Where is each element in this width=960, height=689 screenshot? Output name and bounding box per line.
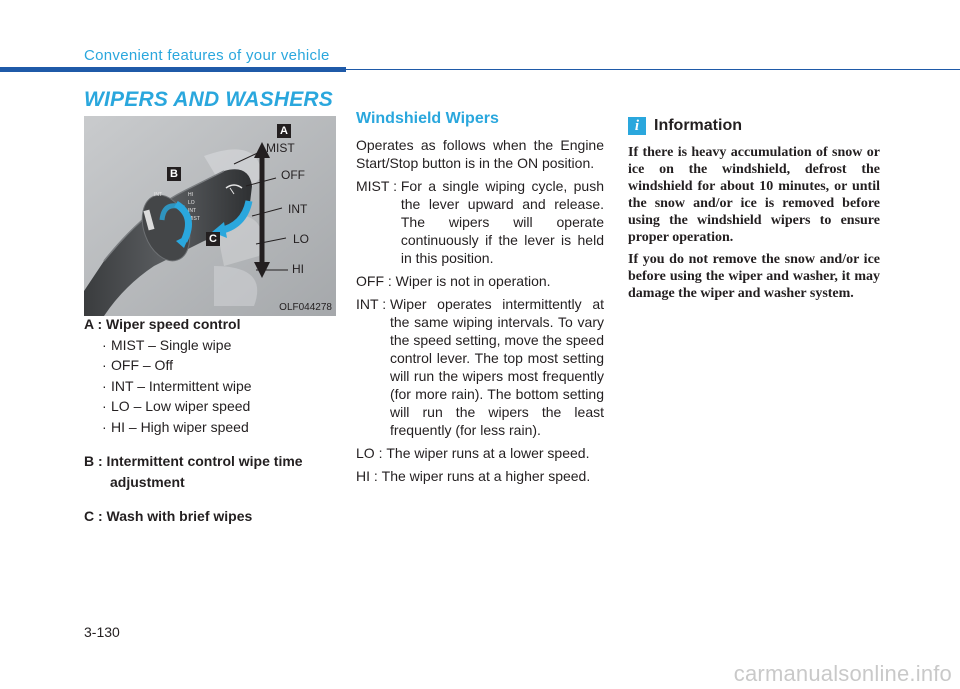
legend-item: · MIST – Single wipe bbox=[102, 336, 232, 353]
mode-int bbox=[356, 295, 604, 439]
lever-mark: MIST bbox=[188, 216, 200, 222]
information-header bbox=[628, 114, 880, 138]
mode-desc: Wiper is not in operation. bbox=[395, 273, 551, 289]
mode-hi bbox=[356, 467, 604, 485]
mode-desc: The wiper runs at a higher speed. bbox=[381, 468, 591, 484]
legend-c-title: C : Wash with brief wipes bbox=[84, 508, 253, 524]
legend-item: · HI – High wiper speed bbox=[102, 418, 249, 435]
legend-a-title: A : Wiper speed control bbox=[84, 316, 241, 332]
callout-c: C bbox=[206, 232, 220, 246]
label-off: OFF bbox=[281, 168, 305, 182]
wiper-lever-figure bbox=[84, 116, 336, 316]
mode-term: MIST : bbox=[356, 178, 401, 194]
watermark: carmanualsonline.info bbox=[733, 661, 952, 686]
legend-item: · LO – Low wiper speed bbox=[102, 398, 251, 414]
section-title: WIPERS AND WASHERS bbox=[84, 88, 334, 111]
mode-term: OFF : bbox=[356, 273, 396, 289]
label-int: INT bbox=[288, 202, 308, 216]
windshield-wipers-section bbox=[356, 110, 604, 490]
page-number: 3-130 bbox=[84, 624, 120, 640]
header-bar bbox=[0, 67, 346, 72]
mode-desc: For a single wiping cycle, push the lever upward and release. The wipers will operate continuously if the lever is held in this position. bbox=[400, 178, 604, 266]
label-mist: MIST bbox=[266, 141, 295, 155]
lever-mark: INT bbox=[154, 192, 163, 198]
mode-desc: The wiper runs at a lower speed. bbox=[386, 445, 590, 461]
windshield-heading: Windshield Wipers bbox=[356, 110, 499, 127]
legend-b-title: B : Intermittent control wipe time bbox=[84, 453, 303, 469]
legend-item: · OFF – Off bbox=[102, 357, 173, 373]
figure-code: OLF044278 bbox=[279, 302, 332, 313]
label-lo: LO bbox=[293, 232, 310, 246]
information-title: Information bbox=[654, 117, 742, 134]
mode-term: HI : bbox=[356, 468, 382, 484]
header-rule bbox=[346, 69, 960, 70]
mode-mist bbox=[356, 177, 604, 267]
information-paragraph: If there is heavy accumulation of snow or ice on the windshield, defrost the windshield for about 10 minutes, or until the snow and/or ice is removed before using the windshield wipers to ensure proper operation. bbox=[628, 145, 880, 245]
mode-desc: Wiper operates intermittently at the same wiping intervals. To vary the speed setting, move the speed control lever. The top most setting will run the wipers most frequently (for more rain). The bottom setting will run the wipers the least frequently (for less rain). bbox=[389, 296, 605, 438]
callout-a: A bbox=[277, 124, 291, 138]
running-header: Convenient features of your vehicle bbox=[84, 47, 330, 64]
information-box bbox=[628, 114, 880, 307]
lever-mark: INT bbox=[188, 208, 197, 214]
lever-mark: LO bbox=[188, 200, 195, 206]
information-paragraph: If you do not remove the snow and/or ice before using the wiper and washer, it may damage the wiper and washer system. bbox=[628, 252, 880, 301]
mode-lo bbox=[356, 444, 604, 462]
mode-term: INT : bbox=[356, 296, 390, 312]
callout-b: B bbox=[167, 167, 181, 181]
wiper-lever-illustration bbox=[84, 116, 336, 316]
lever-mark: HI bbox=[188, 192, 193, 198]
mode-off bbox=[356, 272, 604, 290]
legend-b-title-cont: adjustment bbox=[110, 473, 185, 490]
figure-legend bbox=[84, 314, 344, 527]
info-icon: i bbox=[628, 117, 646, 135]
label-hi: HI bbox=[292, 262, 304, 276]
legend-item: · INT – Intermittent wipe bbox=[102, 377, 252, 394]
windshield-intro: Operates as follows when the Engine Start/Stop button is in the ON position. bbox=[356, 137, 604, 171]
mode-term: LO : bbox=[356, 445, 387, 461]
